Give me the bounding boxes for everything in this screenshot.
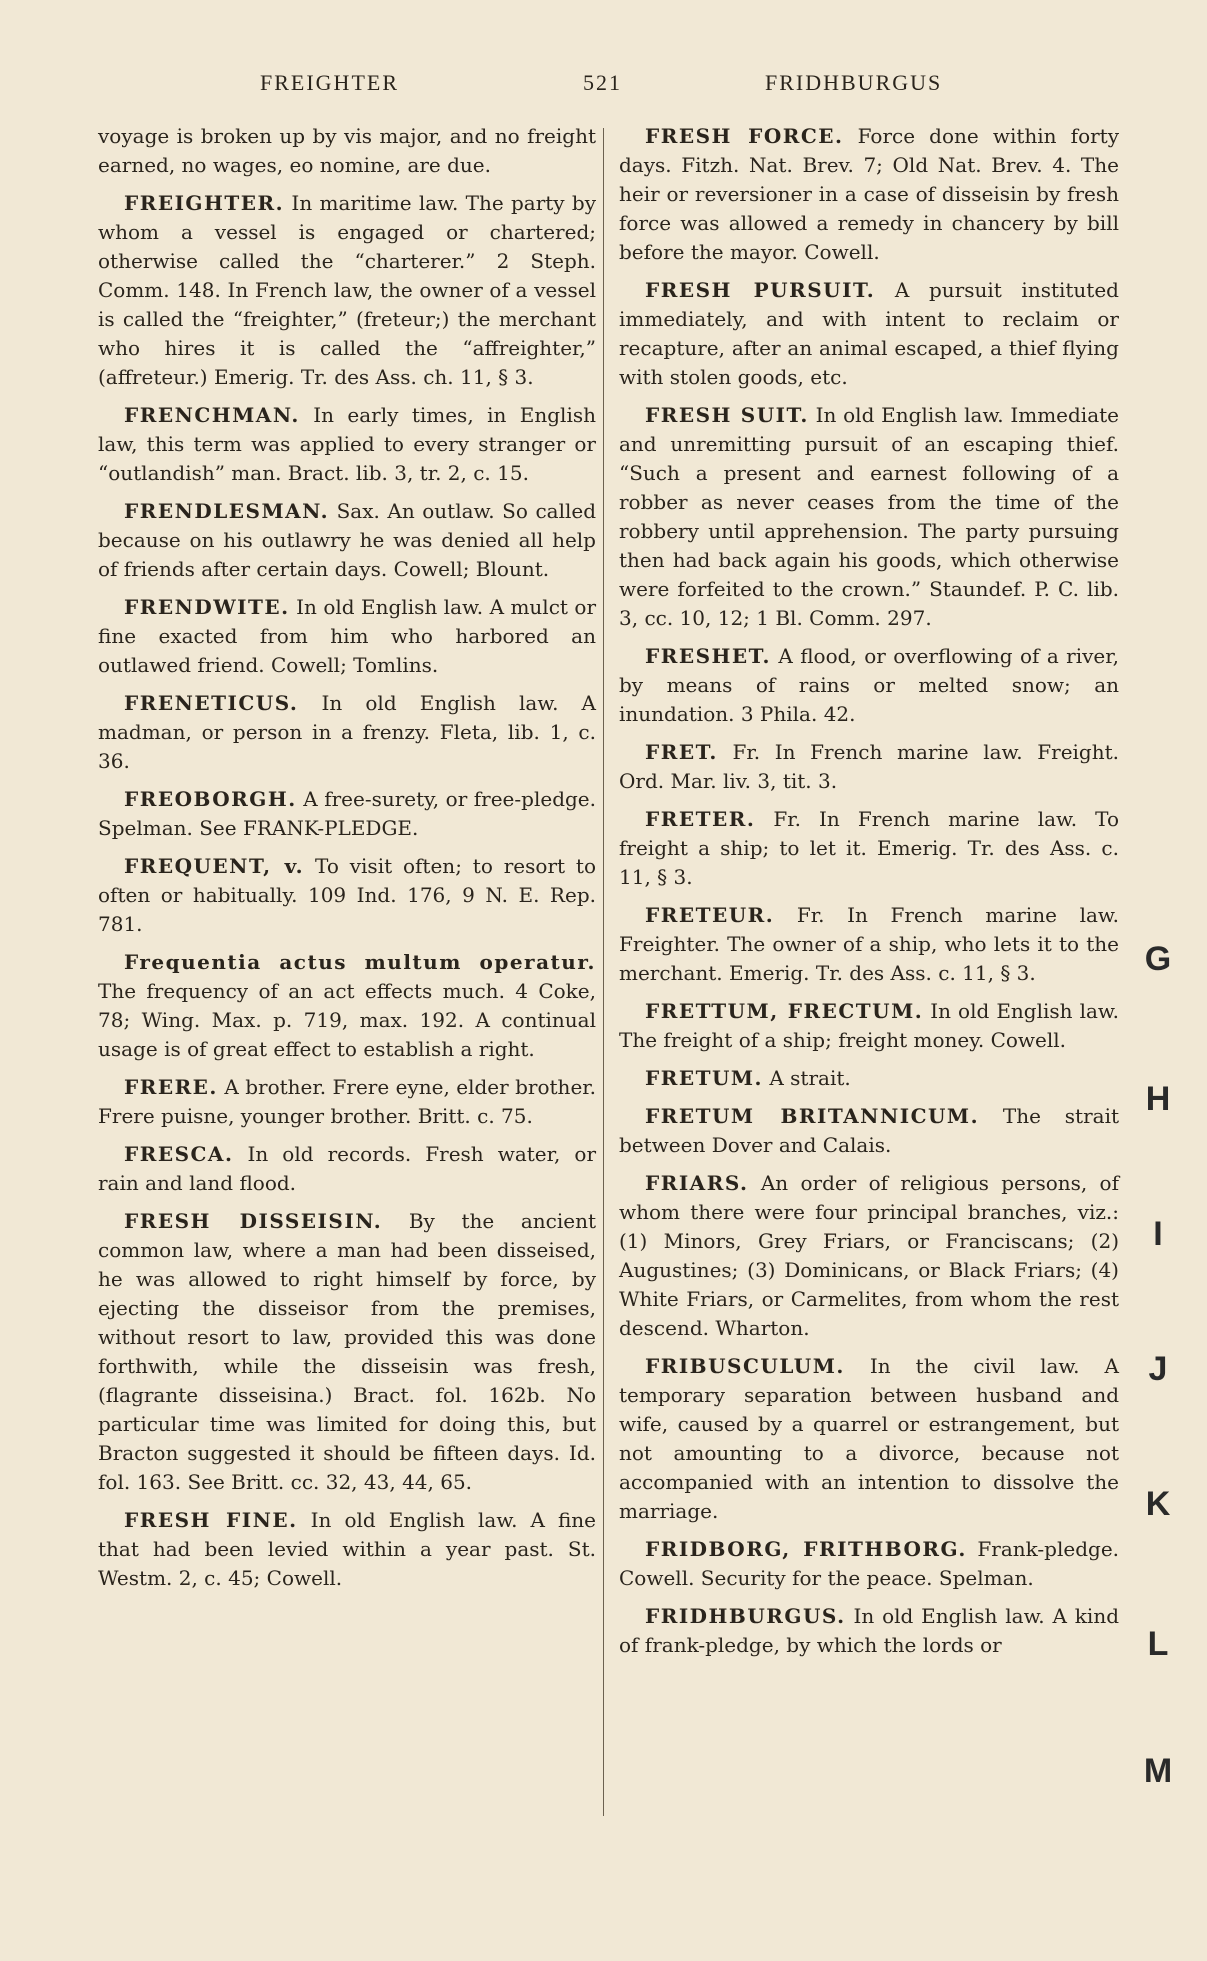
entry-text: Frank-pledge. Cowell. Security for the peace. Spelman. xyxy=(619,1537,1120,1590)
entry-text: By the ancient common law, where a man had been disseised, he was allowed to right himself by force, by ejecting the disseisor from the premises, without resort to law, provided this was done forthwith, while the disseisin was fresh, (flagrante disseisina.) Bract. fol. 162b. No particular time was limited for doing this, but Bracton suggested it should be fifteen days. Id. fol. 163. See Britt. cc. 32, 43, 44, 65. xyxy=(98,1209,596,1494)
entry xyxy=(98,1207,596,1497)
entry-headword: FREIGHTER. xyxy=(124,191,285,215)
entry xyxy=(619,805,1119,892)
entry xyxy=(619,1602,1119,1660)
entry-text: In old English law. A kind of frank-pledge, by which the lords or xyxy=(619,1604,1119,1657)
entry xyxy=(98,593,596,680)
entry xyxy=(98,948,596,1064)
entry-text: Fr. In French marine law. To freight a ship; to let it. Emerig. Tr. des Ass. c. 11, § 3. xyxy=(619,807,1120,889)
entry-text: Sax. An outlaw. So called because on his outlawry he was denied all help of friends after certain days. Cowell; Blount. xyxy=(98,499,597,581)
entry xyxy=(619,1102,1119,1160)
entry-headword: FREQUENT, v. xyxy=(124,854,305,878)
entry-text: A pursuit instituted immediately, and with intent to reclaim or recapture, after an animal escaped, a thief flying with stolen goods, etc. xyxy=(619,278,1119,389)
entry-text: In old English law. A mulct or fine exacted from him who harbored an outlawed friend. Cowell; Tomlins. xyxy=(98,595,597,677)
entry xyxy=(98,122,596,180)
entry xyxy=(98,189,596,392)
thumb-index-letter: L xyxy=(1147,1625,1169,1663)
entry-text: Fr. In French marine law. Freighter. The owner of a ship, who lets it to the merchant. Emerig. Tr. des Ass. c. 11, § 3. xyxy=(619,903,1120,985)
entry-headword: FRESH DISSEISIN. xyxy=(124,1209,383,1233)
entry-text: An order of religious persons, of whom there were four principal branches, viz.: (1) Minors, Grey Friars, or Franciscans; (2) Augustines; (3) Dominicans, or Black Friars; (4) White Friars, or Carmelites, from whom the rest descend. Wharton. xyxy=(619,1171,1120,1340)
entry-headword: FRENDLESMAN. xyxy=(124,499,330,523)
header-right-word: FRIDHBURGUS xyxy=(765,70,943,95)
entry-text: In old English law. A fine that had been levied within a year past. St. Westm. 2, c. 45; Cowell. xyxy=(98,1508,596,1590)
entry-headword: Frequentia actus multum operatur. xyxy=(124,950,596,974)
entry-headword: FRESCA. xyxy=(124,1142,234,1166)
entry xyxy=(619,1352,1119,1526)
entry-headword: FRETTUM, FRECTUM. xyxy=(645,999,924,1023)
header-left-word: FREIGHTER xyxy=(260,70,399,95)
entry-headword: FRENETICUS. xyxy=(124,691,299,715)
thumb-index-letter: G xyxy=(1144,940,1172,978)
entry-text: A brother. Frere eyne, elder brother. Frere puisne, younger brother. Britt. c. 75. xyxy=(98,1075,596,1128)
entry-text: In the civil law. A temporary separation between husband and wife, caused by a quarrel or estrangement, but not amounting to a divorce, because not accompanied with an intention to dissolve the marriage. xyxy=(619,1354,1119,1523)
entry-headword: FRIDHBURGUS. xyxy=(645,1604,846,1628)
entry xyxy=(98,785,596,843)
entry-headword: FRETUM. xyxy=(645,1066,763,1090)
entry xyxy=(619,901,1119,988)
entry xyxy=(619,1169,1119,1343)
entry xyxy=(619,1535,1119,1593)
page-number: 521 xyxy=(583,70,622,95)
entry-headword: FRERE. xyxy=(124,1075,218,1099)
thumb-index-letter: J xyxy=(1148,1350,1168,1388)
thumb-index-letter: I xyxy=(1153,1215,1163,1253)
entry-text: The frequency of an act effects much. 4 Coke, 78; Wing. Max. p. 719, max. 192. A continual usage is of great effect to establish a right. xyxy=(98,979,596,1061)
entry xyxy=(619,122,1119,267)
entry-headword: FRIBUSCULUM. xyxy=(645,1354,845,1378)
entry-headword: FRETER. xyxy=(645,807,756,831)
entry-headword: FRET. xyxy=(645,740,718,764)
entry xyxy=(619,997,1119,1055)
entry xyxy=(98,497,596,584)
entry xyxy=(98,1506,596,1593)
entry-headword: FRETEUR. xyxy=(645,903,775,927)
entry-headword: FRETUM BRITANNICUM. xyxy=(645,1104,980,1128)
entry-headword: FRESH PURSUIT. xyxy=(645,278,876,302)
entry xyxy=(619,401,1119,633)
entry xyxy=(619,738,1119,796)
entry xyxy=(98,852,596,939)
entry-text: To visit often; to resort to often or habitually. 109 Ind. 176, 9 N. E. Rep. 781. xyxy=(98,854,596,936)
entry-headword: FRENCHMAN. xyxy=(124,403,300,427)
entry xyxy=(619,642,1119,729)
entry-text: In old English law. Immediate and unremitting pursuit of an escaping thief. “Such a present and earnest following of a robber as never ceases from the time of the robbery until apprehension. The party pursuing then had back again his goods, which otherwise were forfeited to the crown.” Staundef. P. C. lib. 3, cc. 10, 12; 1 Bl. Comm. 297. xyxy=(619,403,1120,630)
entry-text: In old English law. A madman, or person in a frenzy. Fleta, lib. 1, c. 36. xyxy=(98,691,597,773)
entry-text: In old records. Fresh water, or rain and land flood. xyxy=(98,1142,597,1195)
entry-text: In early times, in English law, this term was applied to every stranger or “outlandish” man. Bract. lib. 3, tr. 2, c. 15. xyxy=(98,403,596,485)
right-column xyxy=(619,122,1119,1669)
entry-headword: FREOBORGH. xyxy=(124,787,297,811)
entry xyxy=(98,689,596,776)
entry-text: voyage is broken up by vis major, and no freight earned, no wages, eo nomine, are due. xyxy=(98,124,596,177)
entry xyxy=(619,1064,1119,1093)
entry-text: In old English law. The freight of a ship; freight money. Cowell. xyxy=(619,999,1119,1052)
entry xyxy=(98,1140,596,1198)
column-divider xyxy=(603,128,604,1816)
entry-headword: FRIARS. xyxy=(645,1171,749,1195)
entry-text: A strait. xyxy=(769,1066,851,1090)
thumb-index xyxy=(1138,940,1178,1800)
entry xyxy=(619,276,1119,392)
entry-headword: FRESHET. xyxy=(645,644,771,668)
entry-headword: FRESH SUIT. xyxy=(645,403,809,427)
left-column xyxy=(98,122,596,1602)
entry-text: Force done within forty days. Fitzh. Nat. Brev. 7; Old Nat. Brev. 4. The heir or reversioner in a case of disseisin by fresh force was allowed a remedy in chancery by bill before the mayor. Cowell. xyxy=(619,124,1120,264)
thumb-index-letter: M xyxy=(1143,1752,1173,1790)
entry-text: The strait between Dover and Calais. xyxy=(619,1104,1120,1157)
entry xyxy=(98,401,596,488)
entry-headword: FRENDWITE. xyxy=(124,595,290,619)
entry xyxy=(98,1073,596,1131)
running-head xyxy=(100,70,1120,100)
entry-text: In maritime law. The party by whom a vessel is engaged or chartered; otherwise called the “charterer.” 2 Steph. Comm. 148. In French law, the owner of a vessel is called the “freighter,” (freteur;) the merchant who hires it is called the “affreighter,” (affreteur.) Emerig. Tr. des Ass. ch. 11, § 3. xyxy=(98,191,597,389)
entry-text: A free-surety, or free-pledge. Spelman. See FRANK-PLEDGE. xyxy=(98,787,596,840)
thumb-index-letter: K xyxy=(1145,1485,1171,1523)
entry-headword: FRESH FORCE. xyxy=(645,124,844,148)
thumb-index-letter: H xyxy=(1145,1080,1171,1118)
entry-text: Fr. In French marine law. Freight. Ord. Mar. liv. 3, tit. 3. xyxy=(619,740,1120,793)
entry-headword: FRESH FINE. xyxy=(124,1508,298,1532)
entry-headword: FRIDBORG, FRITHBORG. xyxy=(645,1537,967,1561)
entry-text: A flood, or overflowing of a river, by means of rains or melted snow; an inundation. 3 Phila. 42. xyxy=(619,644,1119,726)
